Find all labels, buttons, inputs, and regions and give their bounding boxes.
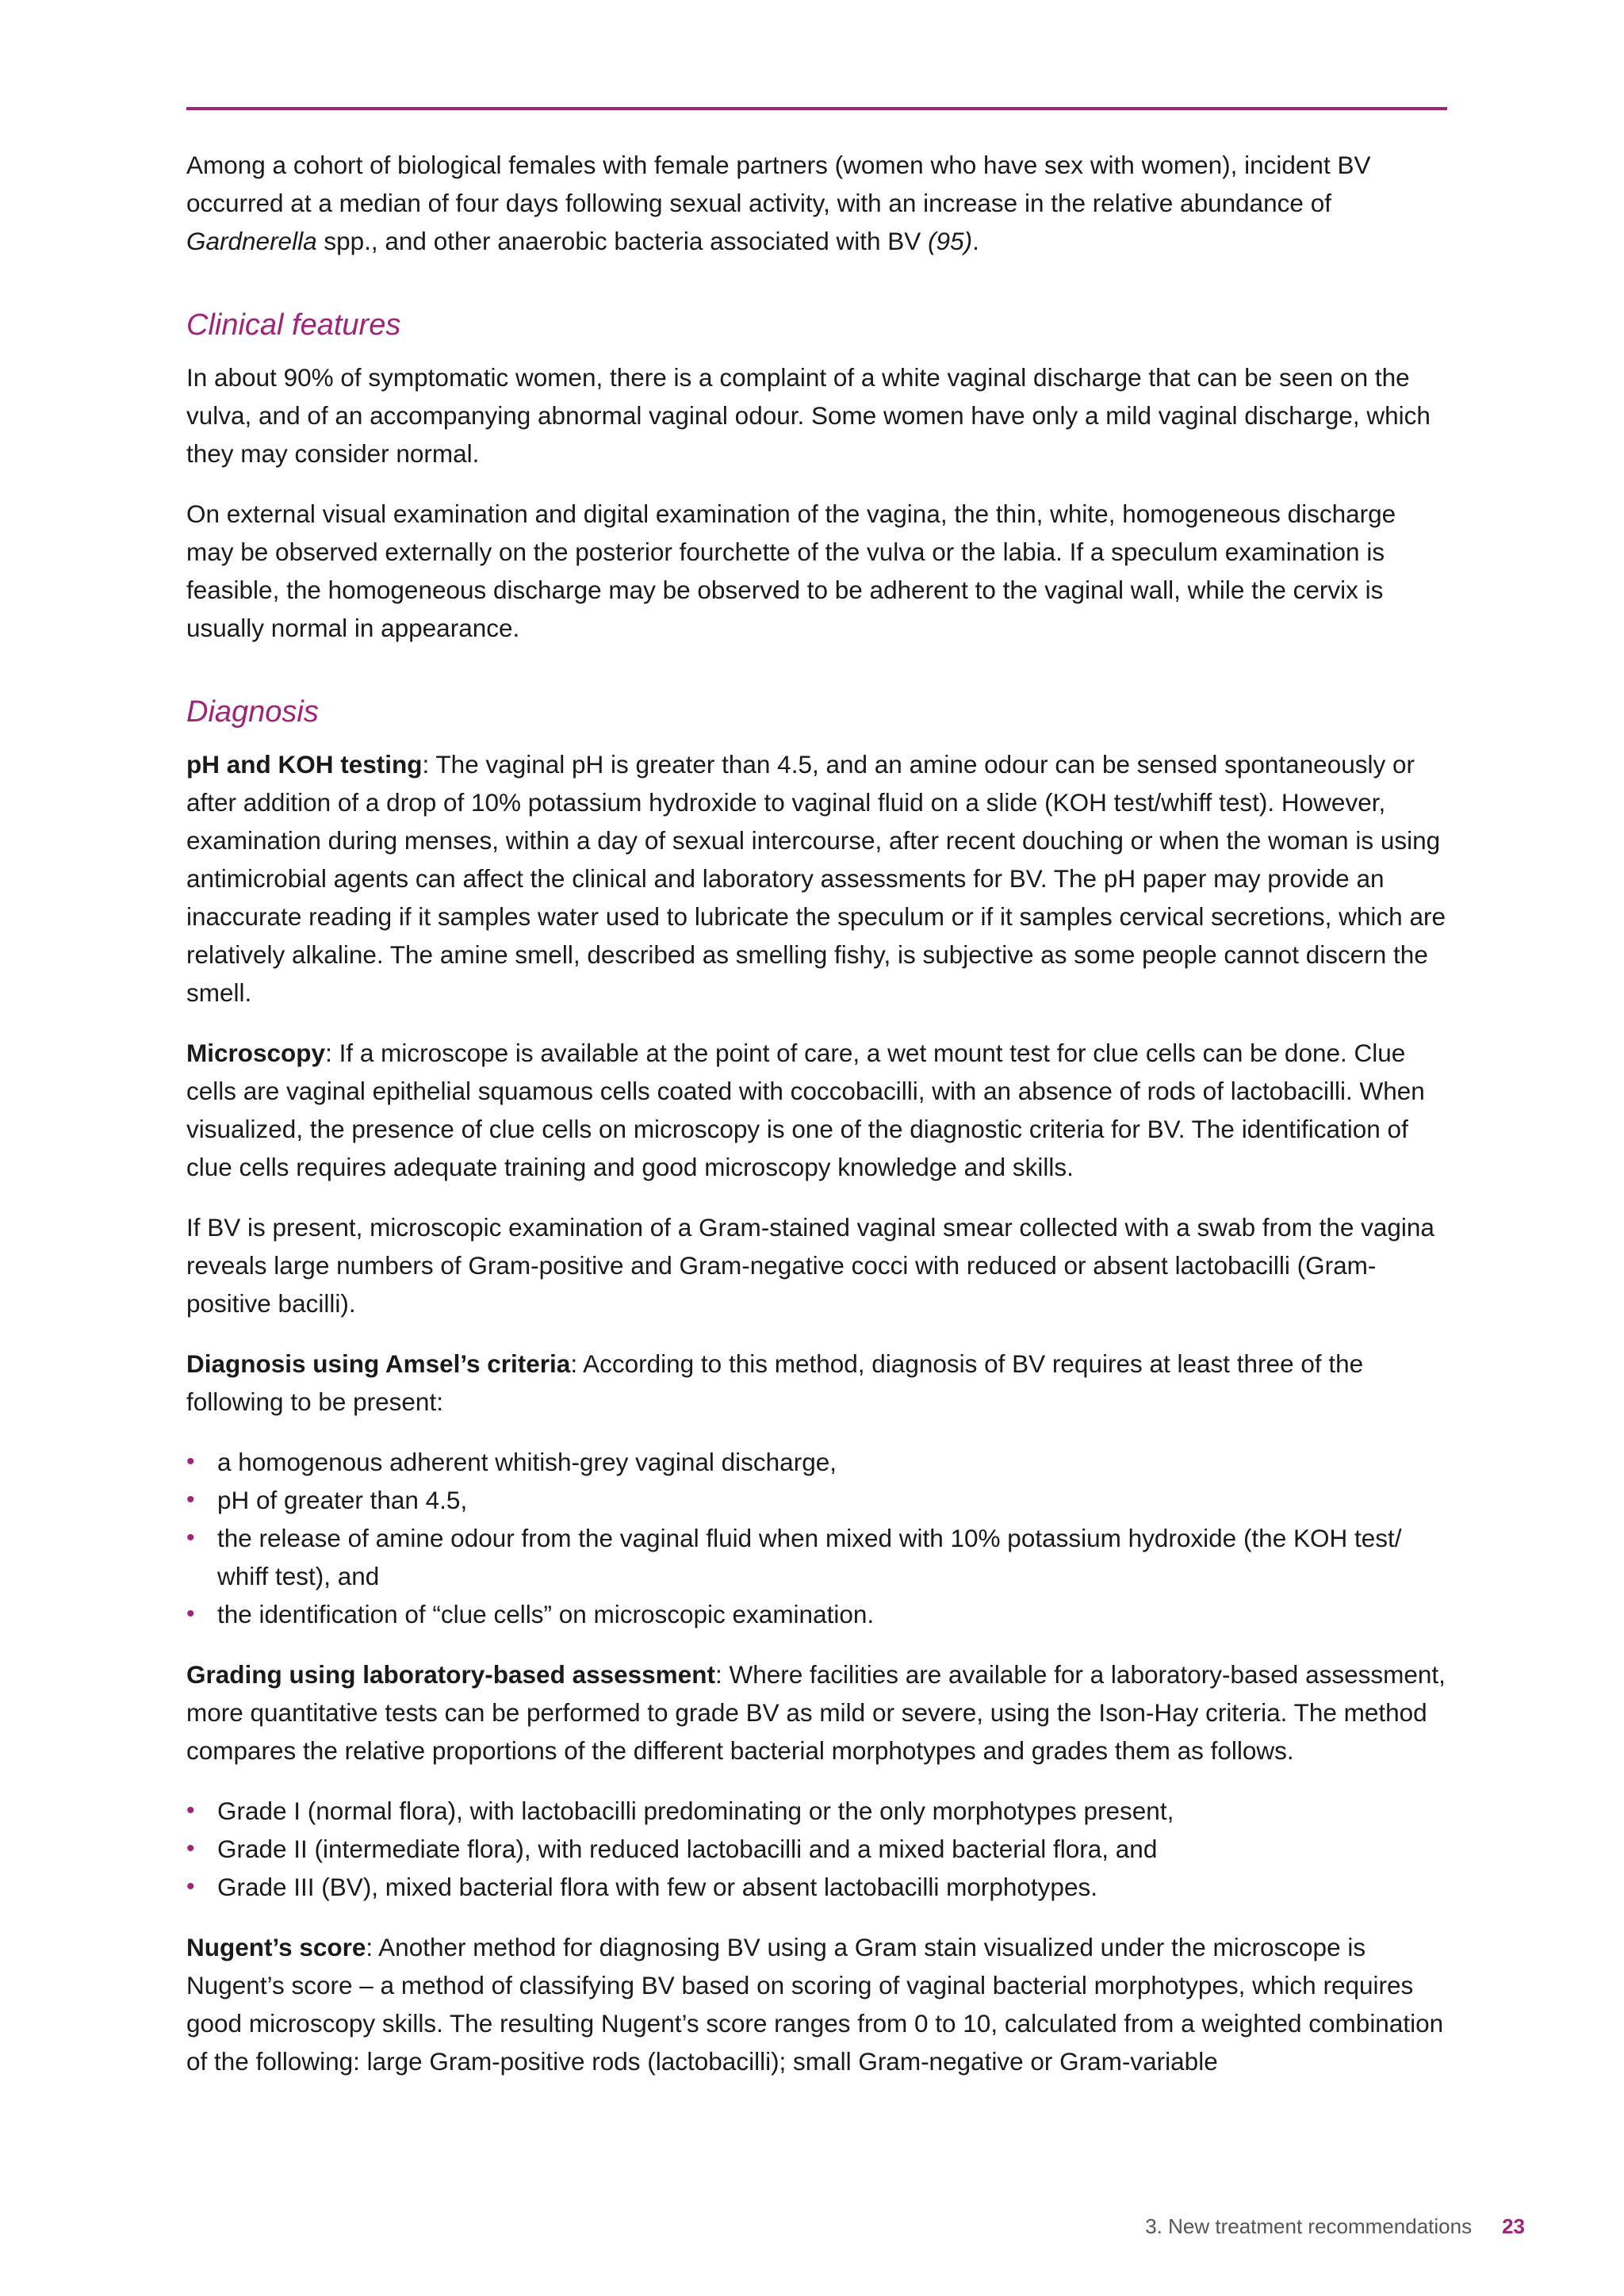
list-item <box>186 1443 1447 1481</box>
list-item-text: pH of greater than 4.5, <box>217 1486 468 1514</box>
bullet-icon: • <box>186 1835 195 1862</box>
clinical-paragraph-1: In about 90% of symptomatic women, there is a complaint of a white vaginal discharge that can be seen on the vulva, and of an accompanying abnormal vaginal odour. Some women have only a mild vaginal discharge, which they may consider normal. <box>186 363 1431 468</box>
ph-koh-text: : The vaginal pH is greater than 4.5, and an amine odour can be sensed spontaneously or after addition of a drop of 10% potassium hydroxide to vaginal fluid on a slide (KOH test/whiff test). However, examination during menses, within a day of sexual intercourse, after recent douching or when the woman is using antimicrobial agents can affect the clinical and laboratory assessments for BV. The pH paper may provide an inaccurate reading if it samples water used to lubricate the speculum or if it samples cervical secretions, which are relatively alkaline. The amine smell, described as smelling fishy, is subjective as some people cannot discern the smell. <box>186 750 1446 1007</box>
bullet-icon: • <box>186 1797 195 1823</box>
ph-koh-label: pH and KOH testing <box>186 750 423 779</box>
page-number: 23 <box>1502 2214 1525 2238</box>
list-item <box>186 1595 1447 1633</box>
intro-text-2: spp., and other anaerobic bacteria associated with BV <box>316 227 929 255</box>
list-item-text: a homogenous adherent whitish-grey vaginal discharge, <box>217 1448 837 1476</box>
amsel-text: : According to this method, diagnosis of BV requires at least three of the following to be present: <box>186 1349 1364 1416</box>
ph-koh-paragraph <box>186 745 1447 1012</box>
list-item <box>186 1868 1447 1906</box>
intro-paragraph <box>186 146 1447 260</box>
grading-text: : Where facilities are available for a laboratory-based assessment, more quantitative tests can be performed to grade BV as mild or severe, using the Ison-Hay criteria. The method compares the relative proportions of the different bacterial morphotypes and grades them as follows. <box>186 1660 1446 1765</box>
list-item <box>186 1519 1447 1595</box>
clinical-features-heading: Clinical features <box>186 308 401 342</box>
list-item-text: Grade I (normal flora), with lactobacilli predominating or the only morphotypes present, <box>217 1797 1174 1825</box>
microscopy-label: Microscopy <box>186 1039 326 1067</box>
grading-label: Grading using laboratory-based assessment <box>186 1660 715 1689</box>
list-item <box>186 1792 1447 1830</box>
grading-paragraph <box>186 1655 1447 1770</box>
list-item-text: Grade III (BV), mixed bacterial flora with few or absent lactobacilli morphotypes. <box>217 1873 1097 1901</box>
page-body <box>186 146 1447 2103</box>
list-item-text: the identification of “clue cells” on microscopic examination. <box>217 1600 875 1628</box>
list-item-text: the release of amine odour from the vaginal fluid when mixed with 10% potassium hydroxide (the KOH test/ whiff test), and <box>217 1524 1402 1590</box>
intro-end: . <box>972 227 979 255</box>
clinical-paragraph-2: On external visual examination and digital examination of the vagina, the thin, white, homogeneous discharge may be observed externally on the posterior fourchette of the vulva or the labia. If a speculum examination is feasible, the homogeneous discharge may be observed to be adherent to the vaginal wall, while the cervix is usually normal in appearance. <box>186 499 1396 642</box>
gram-stain-paragraph: If BV is present, microscopic examination of a Gram-stained vaginal smear collected with a swab from the vagina reveals large numbers of Gram-positive and Gram-negative cocci with reduced or absent lactobacilli (Gram-positive bacilli). <box>186 1213 1434 1318</box>
amsel-label: Diagnosis using Amsel’s criteria <box>186 1349 571 1378</box>
bullet-icon: • <box>186 1873 195 1900</box>
nugent-label: Nugent’s score <box>186 1933 366 1961</box>
genus-name: Gardnerella <box>186 227 317 255</box>
microscopy-paragraph <box>186 1034 1447 1186</box>
nugent-text: : Another method for diagnosing BV using a Gram stain visualized under the microscope is Nugent’s score – a method of classifying BV based on scoring of vaginal bacterial morphotypes, which requires good microscopy skills. The resulting Nugent’s score ranges from 0 to 10, calculated from a weighted combination of the following: large Gram-positive rods (lactobacilli); small Gram-negative or Gram-variable <box>186 1933 1444 2076</box>
microscopy-text: : If a microscope is available at the point of care, a wet mount test for clue cells can be done. Clue cells are vaginal epithelial squamous cells coated with coccobacilli, with an absence of rods of lactobacilli. When visualized, the presence of clue cells on microscopy is one of the diagnostic criteria for BV. The identification of clue cells requires adequate training and good microscopy knowledge and skills. <box>186 1039 1425 1181</box>
diagnosis-heading: Diagnosis <box>186 695 319 729</box>
list-item <box>186 1830 1447 1868</box>
list-item <box>186 1481 1447 1519</box>
page-footer <box>1145 2212 1525 2241</box>
nugent-paragraph <box>186 1928 1447 2080</box>
bullet-icon: • <box>186 1601 195 1627</box>
footer-section-title: 3. New treatment recommendations <box>1145 2214 1473 2238</box>
header-rule <box>186 107 1447 110</box>
intro-text: Among a cohort of biological females with female partners (women who have sex with women), incident BV occurred at a median of four days following sexual activity, with an increase in the relative abundance of <box>186 151 1371 217</box>
bullet-icon: • <box>186 1525 195 1551</box>
bullet-icon: • <box>186 1448 195 1475</box>
amsel-criteria-list <box>186 1443 1447 1633</box>
amsel-paragraph <box>186 1345 1447 1421</box>
grade-list <box>186 1792 1447 1906</box>
list-item-text: Grade II (intermediate flora), with reduced lactobacilli and a mixed bacterial flora, and <box>217 1835 1158 1863</box>
bullet-icon: • <box>186 1487 195 1513</box>
citation: (95) <box>928 227 973 255</box>
